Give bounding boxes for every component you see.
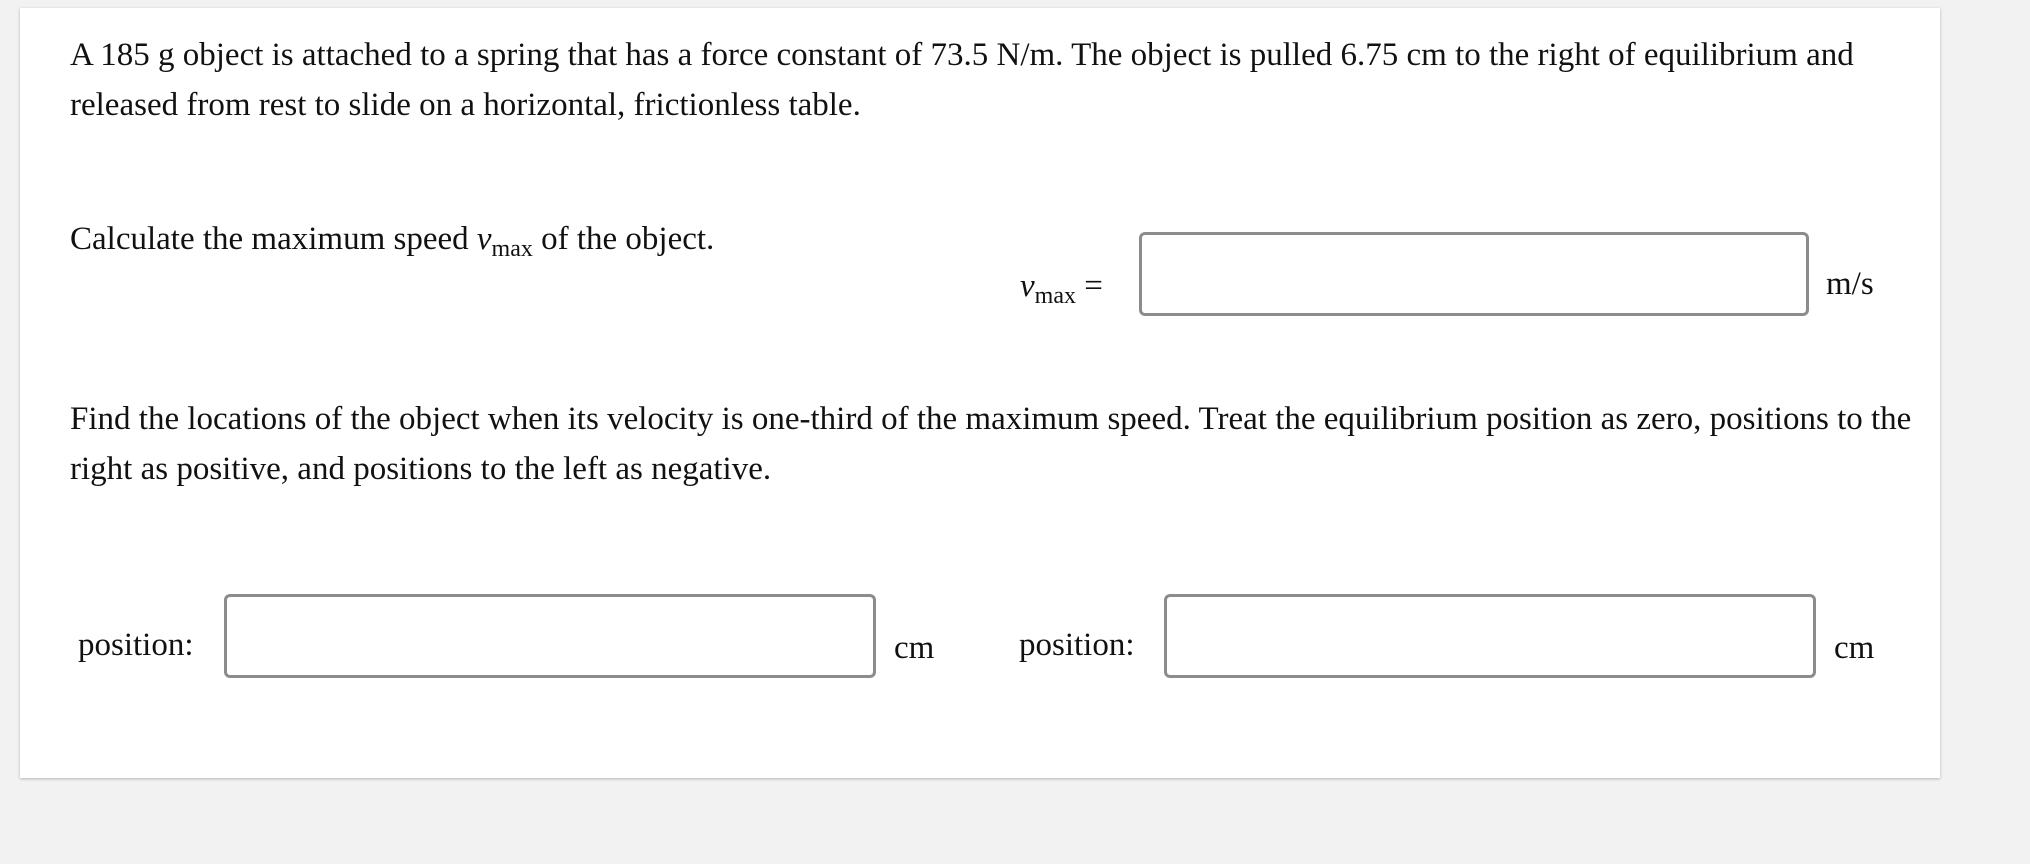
problem-intro: A 185 g object is attached to a spring that has a force constant of 73.5 N/m. The object is pulled 6.75 cm to the right of equilibrium and released from rest to slide on a horizontal, frictionless table. [70, 37, 1854, 123]
vmax-unit: m/s [1826, 266, 1874, 302]
question-card [20, 8, 1940, 778]
part2-question: Find the locations of the object when its velocity is one-third of the maximum speed. Treat the equilibrium position as zero, positions to the right as positive, and positions to the left as negative. [70, 401, 1912, 487]
position1-unit: cm [894, 630, 935, 666]
vmax-variable: v [1020, 268, 1035, 304]
position1-label: position: [78, 627, 194, 663]
position2-input[interactable] [1164, 594, 1816, 678]
position2-label: position: [1019, 627, 1135, 663]
part1-question [70, 214, 714, 274]
part1-prefix: Calculate the maximum speed [70, 221, 477, 257]
part1-suffix: of the object. [532, 221, 715, 257]
vmax-label [1020, 266, 1103, 316]
part1-variable: v [476, 221, 492, 257]
vmax-subscript: max [1034, 283, 1076, 309]
vmax-equals: = [1075, 268, 1103, 304]
vmax-input[interactable] [1139, 232, 1809, 316]
position2-unit: cm [1834, 630, 1875, 666]
part1-subscript: max [491, 236, 533, 262]
position1-input[interactable] [224, 594, 876, 678]
